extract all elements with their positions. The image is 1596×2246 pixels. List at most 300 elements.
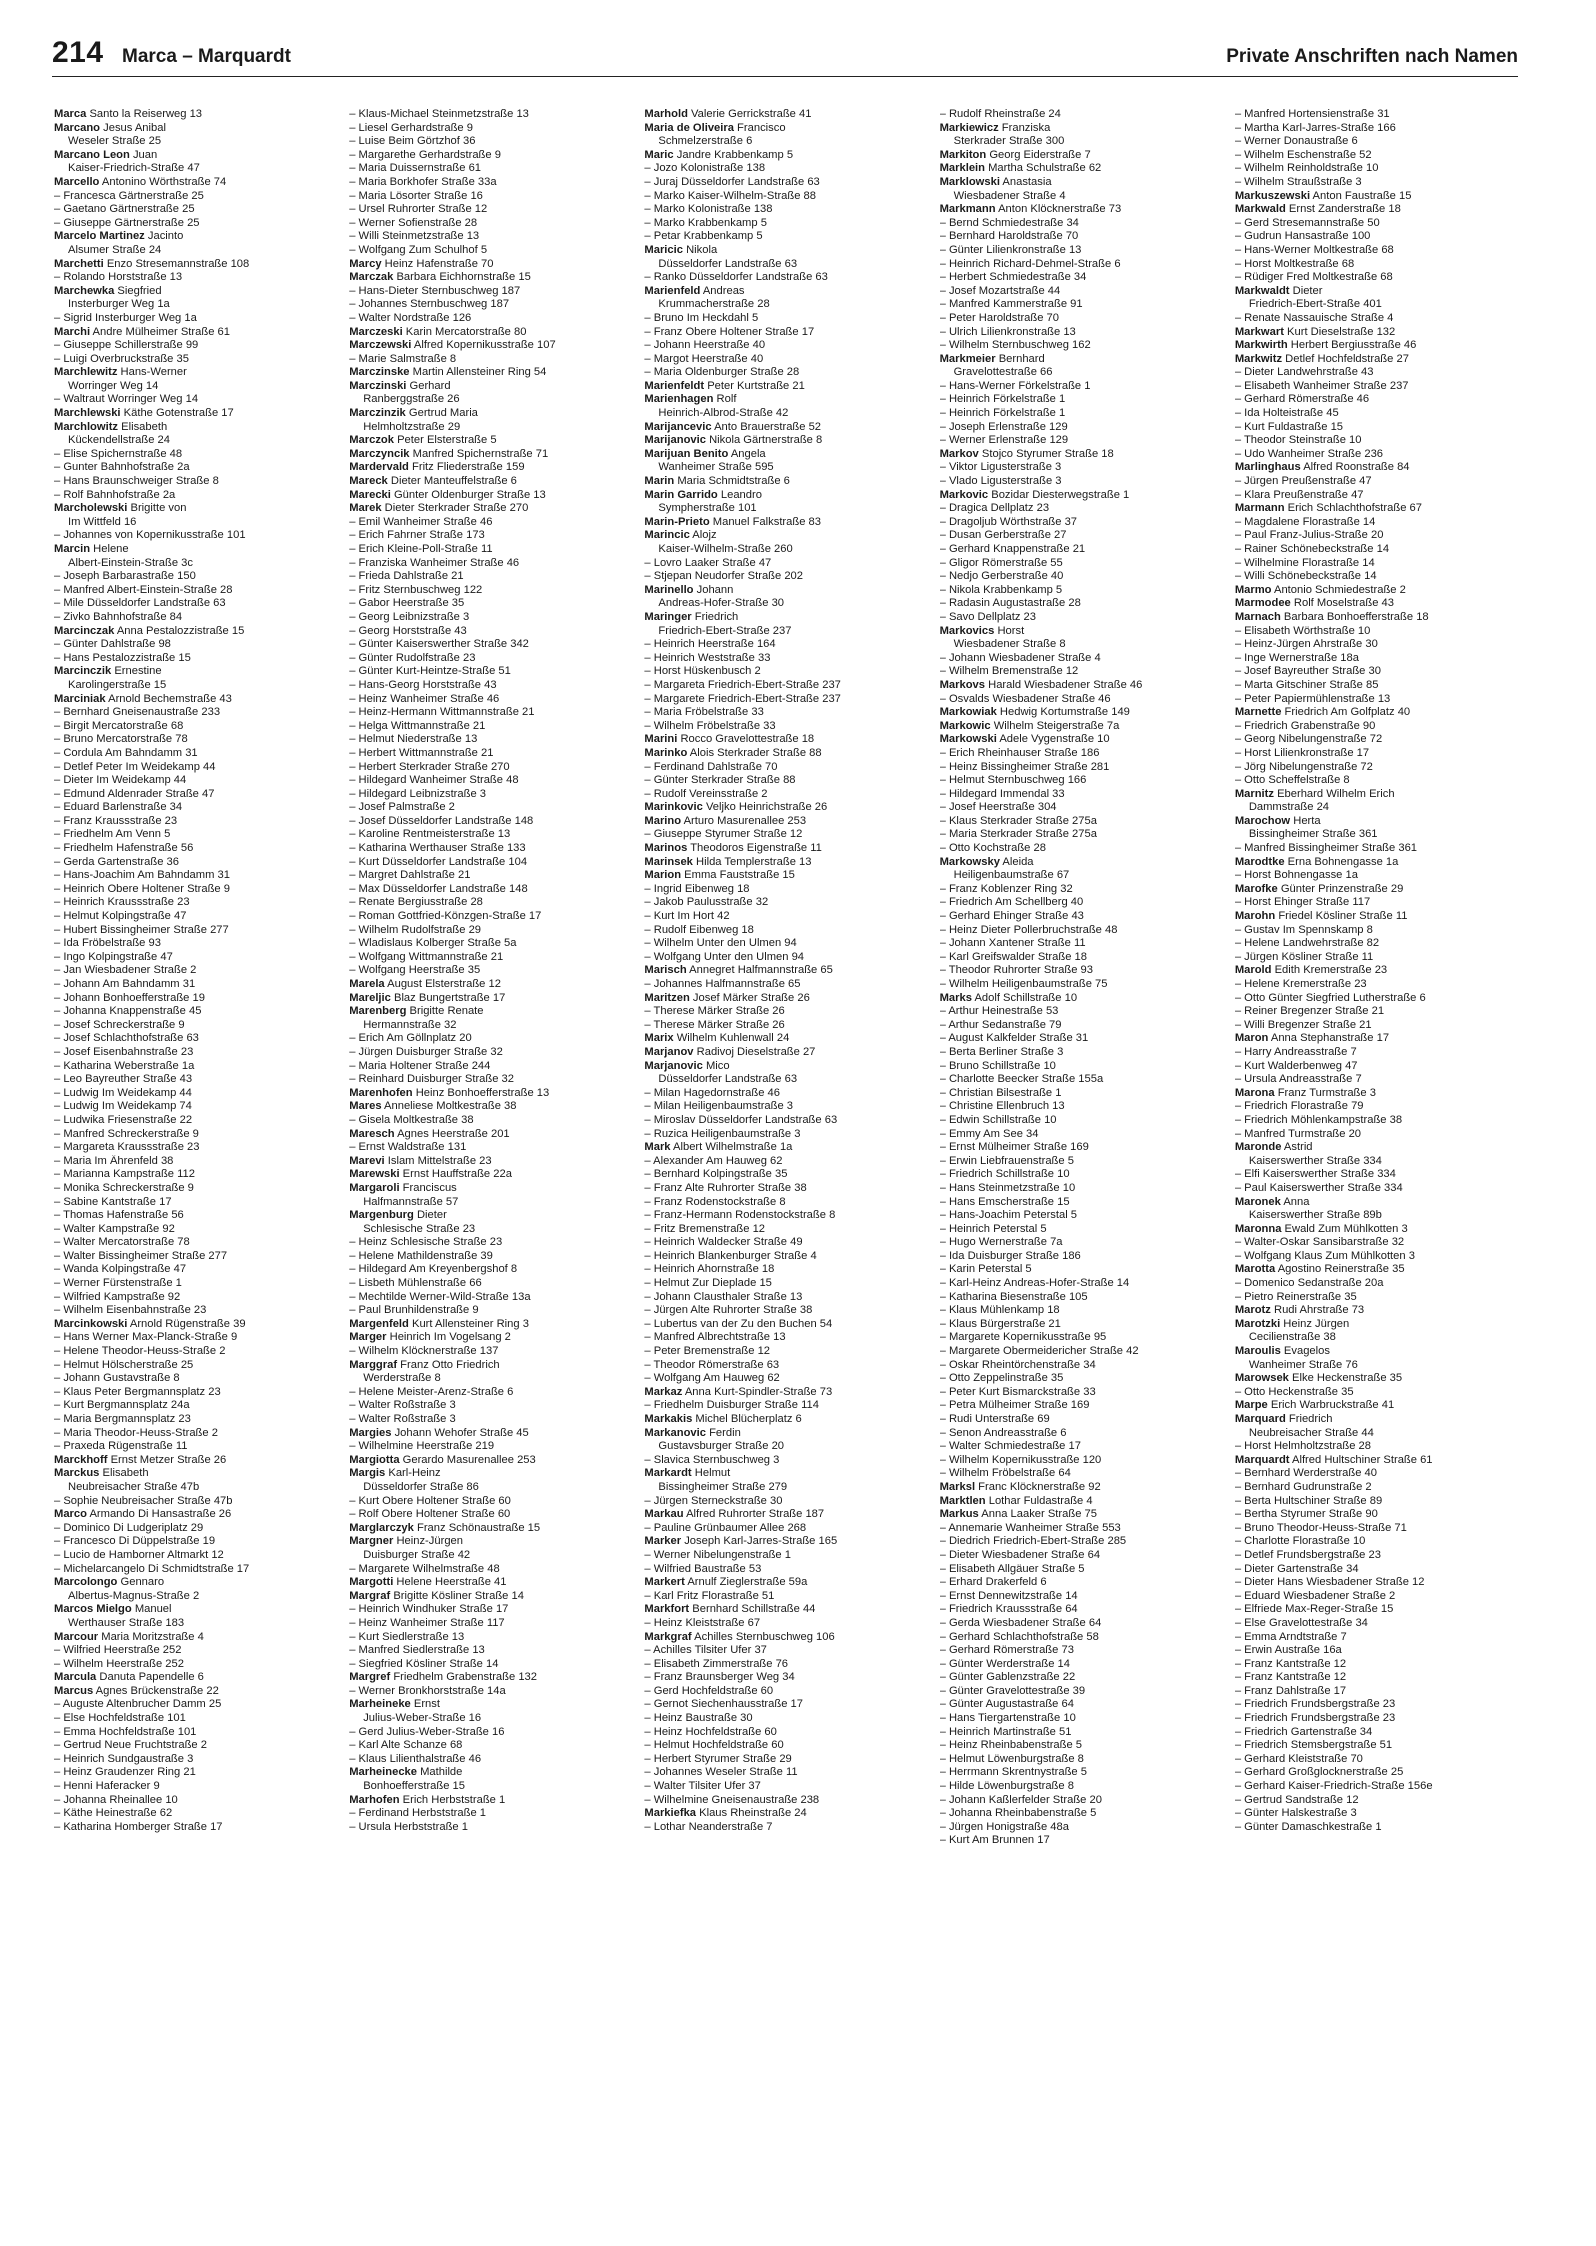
entry-text: – Harry Andreasstraße 7 xyxy=(1234,1045,1357,1058)
sub-entry xyxy=(349,516,628,530)
sub-entry xyxy=(1235,1386,1514,1400)
entry-text: Astrid xyxy=(1281,1141,1313,1154)
sub-entry xyxy=(940,1372,1219,1386)
entry-continuation xyxy=(349,421,628,435)
entry-text: Gustavsburger Straße 20 xyxy=(658,1440,785,1453)
entry-text: – Wilhelm Klöcknerstraße 137 xyxy=(349,1345,499,1358)
entry-text: – Helga Wittmannstraße 21 xyxy=(349,719,486,732)
sub-entry xyxy=(349,856,628,870)
entry-text: – Manfred Albrechtstraße 13 xyxy=(644,1331,786,1344)
directory-entry xyxy=(1235,883,1514,897)
sub-entry xyxy=(54,1399,333,1413)
entry-text: – Wilhelm Eisenbahnstraße 23 xyxy=(54,1304,207,1317)
entry-continuation xyxy=(1235,1427,1514,1441)
surname: Markowiak xyxy=(939,706,997,719)
entry-text: – Bruno Theodor-Heuss-Straße 71 xyxy=(1234,1521,1407,1534)
directory-entry xyxy=(1235,1454,1514,1468)
entry-text: – Arthur Heinestraße 53 xyxy=(939,1005,1059,1018)
entry-text: – Manfred Albert-Einstein-Straße 28 xyxy=(54,583,233,596)
entry-text: – Henni Haferacker 9 xyxy=(54,1780,160,1793)
sub-entry xyxy=(349,1739,628,1753)
sub-entry xyxy=(940,1467,1219,1481)
entry-continuation xyxy=(1235,1155,1514,1169)
entry-text: – Johann Wiesbadener Straße 4 xyxy=(939,651,1101,664)
entry-text: Johann Wehofer Straße 45 xyxy=(391,1426,529,1439)
sub-entry xyxy=(644,720,923,734)
sub-entry xyxy=(54,570,333,584)
sub-entry xyxy=(54,1821,333,1835)
sub-entry xyxy=(644,896,923,910)
sub-entry xyxy=(644,1196,923,1210)
entry-text: – Josef Palmstraße 2 xyxy=(349,801,455,814)
entry-continuation xyxy=(644,407,923,421)
entry-text: Edith Kremerstraße 23 xyxy=(1271,964,1388,977)
directory-entry xyxy=(644,421,923,435)
entry-text: – Willi Bregenzer Straße 21 xyxy=(1234,1018,1372,1031)
entry-text: Peter Elsterstraße 5 xyxy=(393,434,497,447)
entry-text: Wiesbadener Straße 8 xyxy=(953,638,1066,651)
surname: Marienfeld xyxy=(644,284,701,297)
sub-entry xyxy=(349,1277,628,1291)
directory-entry xyxy=(1235,1304,1514,1318)
surname: Mardervald xyxy=(349,461,409,474)
surname: Markanovic xyxy=(644,1426,706,1439)
entry-text: – Karl Greifswalder Straße 18 xyxy=(939,950,1087,963)
surname: Mareljic xyxy=(349,991,391,1004)
sub-entry xyxy=(1235,924,1514,938)
entry-text: Heinz Bonhoefferstraße 13 xyxy=(412,1086,550,1099)
entry-text: Detlef Hochfeldstraße 27 xyxy=(1282,352,1409,365)
entry-text: Wilhelm Steigerstraße 7a xyxy=(990,719,1120,732)
entry-text: – Margarethe Gerhardstraße 9 xyxy=(349,148,501,161)
directory-entry xyxy=(644,1427,923,1441)
entry-text: Anna xyxy=(1280,1195,1310,1208)
surname: Maronek xyxy=(1234,1195,1281,1208)
entry-text: Hans-Werner xyxy=(117,366,187,379)
sub-entry xyxy=(54,951,333,965)
entry-text: Hilda Templerstraße 13 xyxy=(692,855,812,868)
directory-entry xyxy=(54,1671,333,1685)
entry-text: – Lothar Neanderstraße 7 xyxy=(644,1820,773,1833)
sub-entry xyxy=(644,1821,923,1835)
entry-text: – Friedhelm Duisburger Straße 114 xyxy=(644,1399,819,1412)
sub-entry xyxy=(349,230,628,244)
entry-text: Sterkrader Straße 300 xyxy=(953,135,1065,148)
entry-text: Herbert Bergiusstraße 46 xyxy=(1287,339,1417,352)
entry-text: – Gerd Julius-Weber-Straße 16 xyxy=(349,1725,505,1738)
entry-text: Johann xyxy=(693,583,734,596)
entry-text: Erich Warbruckstraße 41 xyxy=(1267,1399,1395,1412)
surname: Marona xyxy=(1234,1086,1275,1099)
directory-entry xyxy=(1235,461,1514,475)
sub-entry xyxy=(644,924,923,938)
sub-entry xyxy=(644,353,923,367)
entry-text: – Heinrich Windhuker Straße 17 xyxy=(349,1603,509,1616)
entry-text: – Sigrid Insterburger Weg 1a xyxy=(54,311,197,324)
directory-entry xyxy=(349,271,628,285)
entry-text: – Frieda Dahlstraße 21 xyxy=(349,570,464,583)
entry-continuation xyxy=(54,162,333,176)
surname: Markwald xyxy=(1234,203,1286,216)
directory-entry xyxy=(1235,788,1514,802)
entry-text: – Edmund Aldenrader Straße 47 xyxy=(54,787,215,800)
directory-entry xyxy=(349,1522,628,1536)
entry-text: – Bernhard Kolpingstraße 35 xyxy=(644,1168,788,1181)
entry-text: – Maria Fröbelstraße 33 xyxy=(644,706,764,719)
sub-entry xyxy=(644,1753,923,1767)
entry-text: – Dieter Im Weidekamp 44 xyxy=(54,774,187,787)
sub-entry xyxy=(1235,1603,1514,1617)
directory-entry xyxy=(54,176,333,190)
entry-text: – Karoline Rentmeisterstraße 13 xyxy=(349,828,511,841)
sub-entry xyxy=(644,774,923,788)
sub-entry xyxy=(644,1372,923,1386)
sub-entry xyxy=(54,461,333,475)
directory-entry xyxy=(349,1155,628,1169)
directory-entry xyxy=(349,339,628,353)
sub-entry xyxy=(1235,761,1514,775)
entry-text: – Ludwig Im Weidekamp 74 xyxy=(54,1100,192,1113)
surname: Markfort xyxy=(644,1603,690,1616)
entry-text: – Achilles Tilsiter Ufer 37 xyxy=(644,1644,767,1657)
sub-entry xyxy=(940,543,1219,557)
entry-text: – Erwin Liebfrauenstraße 5 xyxy=(939,1154,1074,1167)
entry-text: – Manfred Bissingheimer Straße 361 xyxy=(1234,842,1418,855)
surname: Marczyncik xyxy=(349,447,410,460)
entry-text: Adolf Schillstraße 10 xyxy=(971,991,1078,1004)
entry-text: – Günter Gablenzstraße 22 xyxy=(939,1671,1076,1684)
entry-text: – Wolfgang Am Hauweg 62 xyxy=(644,1372,780,1385)
sub-entry xyxy=(1235,176,1514,190)
directory-entry xyxy=(644,529,923,543)
directory-entry xyxy=(644,285,923,299)
entry-text: – Günter Kurt-Heintze-Straße 51 xyxy=(349,665,511,678)
entry-text: – Margareta Friedrich-Ebert-Straße 237 xyxy=(644,678,841,691)
sub-entry xyxy=(349,1644,628,1658)
entry-text: Kaiser-Wilhelm-Straße 260 xyxy=(658,543,793,555)
entry-text: – Walter Schmiedestraße 17 xyxy=(939,1440,1081,1453)
entry-text: – Slavica Sternbuschweg 3 xyxy=(644,1453,780,1466)
sub-entry xyxy=(644,652,923,666)
directory-entry xyxy=(644,801,923,815)
sub-entry xyxy=(54,1739,333,1753)
entry-text: Werthauser Straße 183 xyxy=(68,1616,185,1629)
sub-entry xyxy=(1235,638,1514,652)
entry-text: – Bruno Im Heckdahl 5 xyxy=(644,311,759,324)
entry-text: Evagelos xyxy=(1280,1345,1330,1358)
entry-text: – Johann Kaßlerfelder Straße 20 xyxy=(939,1793,1102,1806)
entry-text: – Peter Kurt Bismarckstraße 33 xyxy=(939,1385,1096,1398)
entry-text: – Roman Gottfried-Könzgen-Straße 17 xyxy=(349,910,542,923)
entry-text: – Francesca Gärtnerstraße 25 xyxy=(54,189,204,202)
sub-entry xyxy=(940,1780,1219,1794)
sub-entry xyxy=(54,856,333,870)
entry-text: Alois Sterkrader Straße 88 xyxy=(687,746,822,759)
entry-text: – Eduard Barlenstraße 34 xyxy=(54,801,183,814)
sub-entry xyxy=(54,638,333,652)
entry-text: – Dragica Dellplatz 23 xyxy=(939,502,1050,515)
surname: Marcour xyxy=(54,1630,99,1643)
entry-text: Angela xyxy=(728,447,766,460)
entry-text: – Horst Helmholtzstraße 28 xyxy=(1234,1440,1371,1453)
sub-entry xyxy=(644,1128,923,1142)
entry-text: – Dieter Wiesbadener Straße 64 xyxy=(939,1548,1101,1561)
sub-entry xyxy=(644,176,923,190)
entry-text: – Else Gravelottestraße 34 xyxy=(1234,1616,1368,1629)
sub-entry xyxy=(940,747,1219,761)
sub-entry xyxy=(54,1141,333,1155)
entry-text: – Kurt Im Hort 42 xyxy=(644,910,730,923)
entry-text: – Elfi Kaiserswerther Straße 334 xyxy=(1234,1168,1396,1181)
surname: Marodtke xyxy=(1234,855,1285,868)
entry-text: – Walter Roßstraße 3 xyxy=(349,1413,456,1425)
entry-text: – Nikola Krabbenkamp 5 xyxy=(939,583,1063,596)
sub-entry xyxy=(349,1141,628,1155)
entry-text: – Bernd Schmiedestraße 34 xyxy=(939,216,1079,229)
entry-text: Brigitte Kösliner Straße 14 xyxy=(390,1589,524,1602)
entry-text: Franciscus xyxy=(399,1181,457,1194)
entry-text: – Peter Papiermühlenstraße 13 xyxy=(1234,692,1391,705)
directory-entry xyxy=(54,543,333,557)
surname: Marcy xyxy=(349,257,382,270)
entry-text: – Wolfgang Heerstraße 35 xyxy=(349,964,481,977)
sub-entry xyxy=(940,924,1219,938)
entry-text: Dieter Sterkrader Straße 270 xyxy=(381,502,529,515)
entry-text: – Francesco Di Düppelstraße 19 xyxy=(54,1535,216,1548)
sub-entry xyxy=(940,258,1219,272)
directory-entry xyxy=(1235,815,1514,829)
entry-text: – Renate Bergiusstraße 28 xyxy=(349,896,483,909)
sub-entry xyxy=(644,1549,923,1563)
entry-text: – Jürgen Honigstraße 48a xyxy=(939,1820,1069,1833)
entry-text: Anneliese Moltkestraße 38 xyxy=(381,1100,517,1113)
entry-text: – Horst Lilienkronstraße 17 xyxy=(1234,746,1370,759)
sub-entry xyxy=(940,230,1219,244)
entry-text: – Lisbeth Mühlenstraße 66 xyxy=(349,1277,482,1290)
entry-text: – Wilhelm Fröbelstraße 64 xyxy=(939,1467,1071,1480)
sub-entry xyxy=(940,1359,1219,1373)
directory-entry xyxy=(54,258,333,272)
entry-text: – Martha Karl-Jarres-Straße 166 xyxy=(1234,121,1396,134)
entry-text: – Hildegard Am Kreyenbergshof 8 xyxy=(349,1263,518,1276)
entry-text: – Willi Steinmetzstraße 13 xyxy=(349,230,480,243)
entry-text: Sympherstraße 101 xyxy=(658,502,757,515)
sub-entry xyxy=(1235,693,1514,707)
sub-entry xyxy=(940,502,1219,516)
sub-entry xyxy=(940,896,1219,910)
surname: Marker xyxy=(644,1535,682,1548)
entry-continuation xyxy=(349,1780,628,1794)
entry-text: – Helmut Kolpingstraße 47 xyxy=(54,910,187,923)
entry-text: – Elisabeth Allgäuer Straße 5 xyxy=(939,1562,1085,1575)
surname: Margner xyxy=(349,1535,394,1548)
sub-entry xyxy=(54,1236,333,1250)
entry-text: – Erich Rheinhauser Straße 186 xyxy=(939,746,1100,759)
entry-text: Dieter xyxy=(413,1209,447,1222)
entry-text: – Karl Fritz Florastraße 51 xyxy=(644,1589,775,1602)
entry-continuation xyxy=(349,1549,628,1563)
directory-entry xyxy=(349,1576,628,1590)
entry-text: – Georg Leibnizstraße 3 xyxy=(349,610,470,623)
surname: Marecki xyxy=(349,488,391,501)
entry-text: – Werner Sofienstraße 28 xyxy=(349,216,478,229)
surname: Marinello xyxy=(644,583,694,596)
entry-text: Karin Mercatorstraße 80 xyxy=(402,325,527,338)
sub-entry xyxy=(1235,393,1514,407)
entry-text: – Dusan Gerberstraße 27 xyxy=(939,529,1067,542)
sub-entry xyxy=(349,733,628,747)
entry-text: Peter Kurtstraße 21 xyxy=(704,379,805,392)
entry-text: – Johannes Halfmannstraße 65 xyxy=(644,978,801,990)
entry-text: – Margarete Wilhelmstraße 48 xyxy=(349,1562,500,1575)
entry-text: – Manfred Turmstraße 20 xyxy=(1234,1127,1362,1140)
entry-text: – Savo Dellplatz 23 xyxy=(939,610,1037,623)
entry-text: – Kurt Obere Holtener Straße 60 xyxy=(349,1494,511,1507)
sub-entry xyxy=(349,951,628,965)
entry-text: Friedrich Am Golfplatz 40 xyxy=(1281,706,1411,719)
directory-entry xyxy=(54,407,333,421)
sub-entry xyxy=(644,706,923,720)
directory-entry xyxy=(1235,1413,1514,1427)
surname: Marglarczyk xyxy=(349,1521,414,1534)
directory-entry xyxy=(349,1168,628,1182)
entry-text: Andreas-Hofer-Straße 30 xyxy=(658,597,785,610)
entry-text: – Detlef Peter Im Weidekamp 44 xyxy=(54,760,216,773)
sub-entry xyxy=(54,828,333,842)
sub-entry xyxy=(1235,625,1514,639)
entry-text: – Franz Rodenstockstraße 8 xyxy=(644,1195,786,1208)
sub-entry xyxy=(940,1590,1219,1604)
directory-entry xyxy=(349,502,628,516)
sub-entry xyxy=(644,339,923,353)
entry-text: Ewald Zum Mühlkotten 3 xyxy=(1281,1222,1408,1235)
entry-text: – Franz Alte Ruhrorter Straße 38 xyxy=(644,1181,807,1194)
entry-text: – Herbert Wittmannstraße 21 xyxy=(349,746,494,759)
entry-text: – Walter Mercatorstraße 78 xyxy=(54,1236,190,1249)
surname: Marczok xyxy=(349,434,394,447)
entry-text: – Paul Franz-Julius-Straße 20 xyxy=(1234,529,1384,542)
entry-text: – Gerhard Knappenstraße 21 xyxy=(939,543,1086,555)
sub-entry xyxy=(54,1522,333,1536)
directory-entry xyxy=(1235,1223,1514,1237)
entry-text: Martin Allensteiner Ring 54 xyxy=(409,366,547,379)
entry-continuation xyxy=(644,502,923,516)
entry-text: – Johanna Rheinallee 10 xyxy=(54,1793,178,1806)
entry-text: Francisco xyxy=(733,121,786,134)
entry-text: – Friedrich Stemsbergstraße 51 xyxy=(1234,1739,1393,1752)
entry-text: – Horst Moltkestraße 68 xyxy=(1234,257,1355,270)
surname: Marczinske xyxy=(349,366,410,379)
entry-continuation xyxy=(54,557,333,571)
entry-text: Insterburger Weg 1a xyxy=(68,298,170,311)
entry-text: Heinrich-Albrod-Straße 42 xyxy=(658,407,789,420)
entry-text: Friedel Kösliner Straße 11 xyxy=(1275,910,1408,923)
directory-entry xyxy=(644,992,923,1006)
directory-entry xyxy=(644,869,923,883)
directory-entry xyxy=(1235,1318,1514,1332)
entry-text: – Manfred Siedlerstraße 13 xyxy=(349,1644,485,1657)
sub-entry xyxy=(1235,1440,1514,1454)
page-number: 214 xyxy=(52,36,104,69)
entry-text: August Elsterstraße 12 xyxy=(384,978,501,990)
sub-entry xyxy=(1235,135,1514,149)
surname: Marinkovic xyxy=(644,801,703,814)
entry-text: – Günter Kaiserswerther Straße 342 xyxy=(349,638,529,651)
sub-entry xyxy=(940,516,1219,530)
entry-text: – Kurt Bergmannsplatz 24a xyxy=(54,1399,190,1412)
entry-text: – Friedrich Florastraße 79 xyxy=(1234,1100,1364,1113)
entry-text: Kurt Allensteiner Ring 3 xyxy=(408,1317,529,1330)
sub-entry xyxy=(54,896,333,910)
sub-entry xyxy=(940,951,1219,965)
sub-entry xyxy=(54,1726,333,1740)
directory-entry xyxy=(349,978,628,992)
entry-text: Julius-Weber-Straße 16 xyxy=(363,1712,482,1725)
entry-text: – Johann Am Bahndamm 31 xyxy=(54,978,196,990)
sub-entry xyxy=(54,720,333,734)
directory-entry xyxy=(1235,1087,1514,1101)
entry-text: Kückendellstraße 24 xyxy=(68,434,170,447)
entry-text: – Günter Werderstraße 14 xyxy=(939,1657,1070,1670)
sub-entry xyxy=(349,1304,628,1318)
entry-text: Agnes Heerstraße 201 xyxy=(394,1127,510,1140)
entry-continuation xyxy=(1235,801,1514,815)
sub-entry xyxy=(940,380,1219,394)
entry-text: Albert-Einstein-Straße 3c xyxy=(68,556,193,569)
sub-entry xyxy=(349,1753,628,1767)
surname: Markov xyxy=(939,447,979,460)
sub-entry xyxy=(644,788,923,802)
sub-entry xyxy=(940,1413,1219,1427)
sub-entry xyxy=(644,1671,923,1685)
surname: Marco xyxy=(54,1508,87,1521)
sub-entry xyxy=(940,1182,1219,1196)
entry-text: Ernst Hauffstraße 22a xyxy=(399,1168,512,1181)
sub-entry xyxy=(54,1223,333,1237)
entry-text: – Dieter Gartenstraße 34 xyxy=(1234,1562,1359,1575)
entry-text: – Werner Bronkhorststraße 14a xyxy=(349,1684,506,1697)
entry-text: – Edwin Schillstraße 10 xyxy=(939,1113,1057,1126)
surname: Marggraf xyxy=(349,1358,398,1371)
entry-text: – Johann Bonhoefferstraße 19 xyxy=(54,991,205,1004)
sub-entry xyxy=(1235,1631,1514,1645)
sub-entry xyxy=(940,1644,1219,1658)
surname: Marcinczak xyxy=(54,624,115,637)
directory-entry xyxy=(1235,964,1514,978)
entry-continuation xyxy=(349,1019,628,1033)
sub-entry xyxy=(644,1263,923,1277)
surname: Maricic xyxy=(644,243,683,256)
entry-text: – Wilhelm Reinholdstraße 10 xyxy=(1234,162,1379,175)
surname: Marijuan Benito xyxy=(644,447,729,460)
surname: Marewski xyxy=(349,1168,400,1181)
entry-text: – Lubertus van der Zu den Buchen 54 xyxy=(644,1317,833,1330)
entry-text: – Gudrun Hansastraße 100 xyxy=(1234,230,1371,243)
surname: Marcano xyxy=(54,121,101,134)
sub-entry xyxy=(644,1563,923,1577)
entry-text: Mathilde xyxy=(416,1766,463,1779)
entry-text: Anna Pestalozzistraße 15 xyxy=(114,624,245,637)
directory-entry xyxy=(349,1671,628,1685)
directory-entry xyxy=(349,1331,628,1345)
sub-entry xyxy=(940,1454,1219,1468)
entry-text: Harald Wiesbadener Straße 46 xyxy=(985,678,1143,691)
entry-text: – Gerd Hochfeldstraße 60 xyxy=(644,1684,774,1697)
sub-entry xyxy=(940,1304,1219,1318)
surname: Marca xyxy=(54,108,87,120)
surname: Marofke xyxy=(1234,882,1278,895)
directory-entry xyxy=(1235,502,1514,516)
